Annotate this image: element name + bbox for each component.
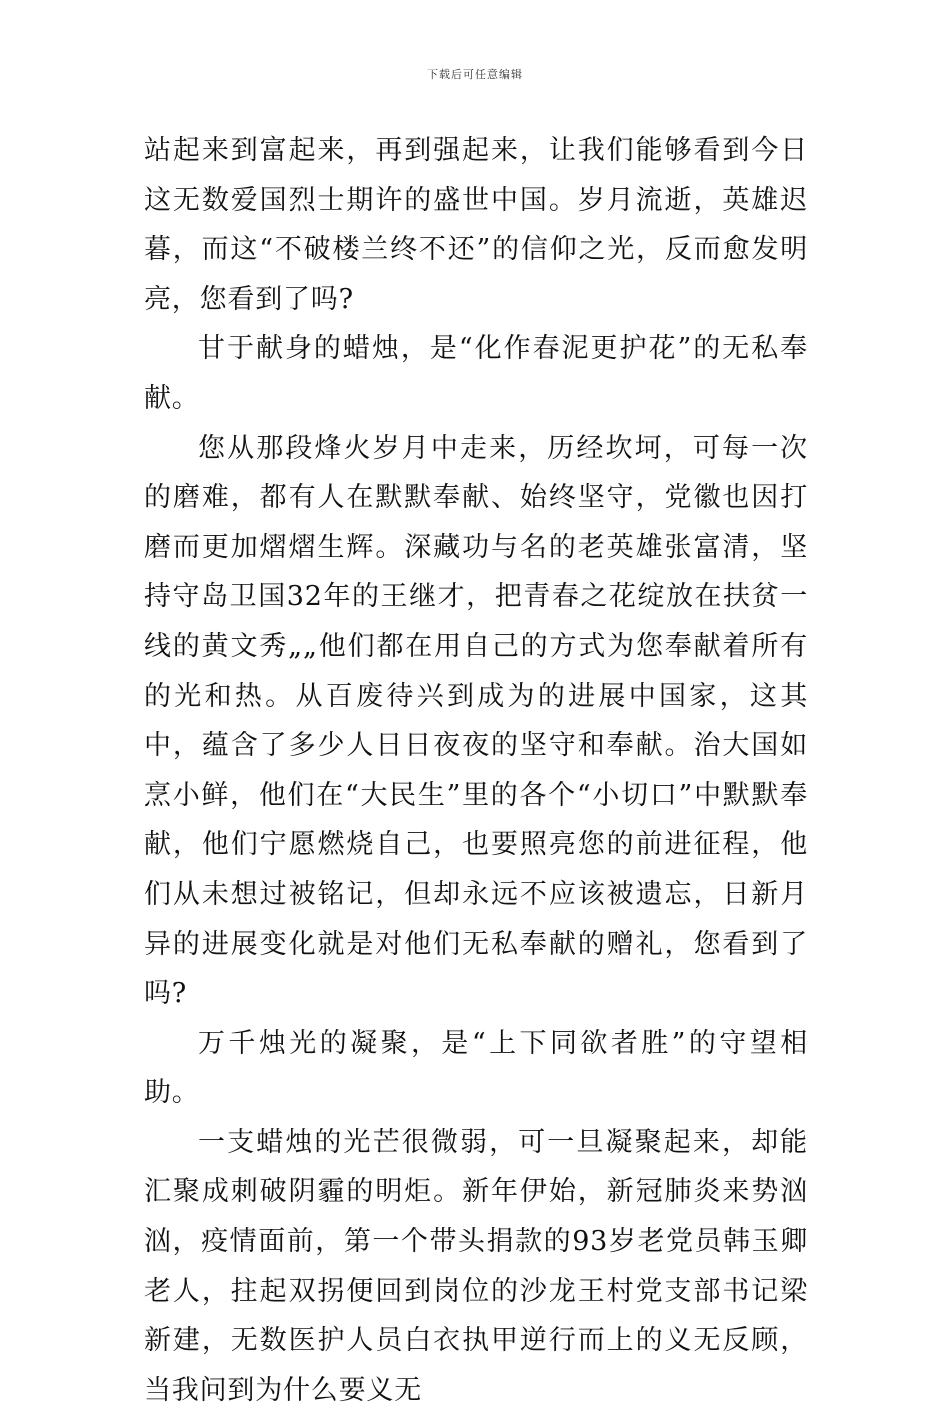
- paragraph-3: 您从那段烽火岁月中走来，历经坎坷，可每一次的磨难，都有人在默默奉献、始终坚守，党徽也因打磨而更加熠熠生辉。深藏功与名的老英雄张富清，坚持守岛卫国32年的王继才，把青春之花绽放在扶贫一线的黄文秀„„他们都在用自己的方式为您奉献着所有的光和热。从百废待兴到成为的进展中国家，这其中，蕴含了多少人日日夜夜的坚守和奉献。治大国如烹小鲜，他们在“大民生”里的各个“小切口”中默默奉献，他们宁愿燃烧自己，也要照亮您的前进征程，他们从未想过被铭记，但却永远不应该被遗忘，日新月异的进展变化就是对他们无私奉献的赠礼，您看到了吗?: [144, 432, 808, 1010]
- paragraph-2: 甘于献身的蜡烛，是“化作春泥更护花”的无私奉献。: [144, 333, 808, 414]
- paragraph-5: 一支蜡烛的光芒很微弱，可一旦凝聚起来，却能汇聚成刺破阴霾的明炬。新年伊始，新冠肺炎来势汹汹，疫情面前，第一个带头捐款的93岁老党员韩玉卿老人，拄起双拐便回到岗位的沙龙王村党支部书记梁新建，无数医护人员白衣执甲逆行而上的义无反顾，当我问到为什么要义无: [144, 1126, 808, 1406]
- paragraph-4: 万千烛光的凝聚，是“上下同欲者胜”的守望相助。: [144, 1027, 808, 1109]
- paragraph-1: 站起来到富起来，再到强起来，让我们能够看到今日这无数爱国烈士期许的盛世中国。岁月流逝，英雄迟暮，而这“不破楼兰终不还”的信仰之光，反而愈发明亮，您看到了吗?: [144, 135, 808, 315]
- body-text: [144, 126, 808, 1415]
- header-note: 下载后可任意编辑: [427, 68, 523, 81]
